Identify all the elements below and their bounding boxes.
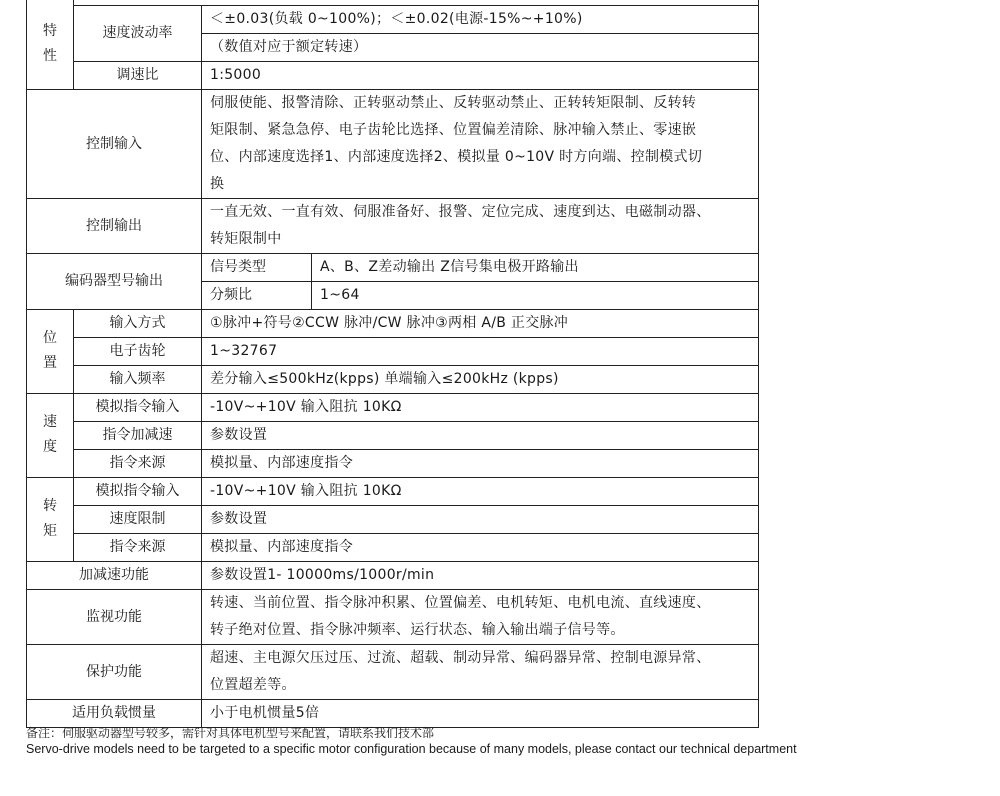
input-frequency-value: 差分输入≤500kHz(kpps) 单端输入≤200kHz (kpps)	[202, 366, 759, 394]
table-row	[27, 366, 759, 394]
table-row	[27, 506, 759, 534]
group-speed: 速度	[27, 394, 74, 478]
load-inertia-label: 适用负载惯量	[27, 700, 202, 728]
torque-source-label: 指令来源	[74, 534, 202, 562]
control-input-label: 控制输入	[27, 90, 202, 199]
monitoring-value	[202, 590, 759, 645]
table-row	[27, 562, 759, 590]
table-row	[27, 700, 759, 728]
speed-fluctuation-label: 速度波动率	[74, 6, 202, 62]
table-row	[27, 534, 759, 562]
speed-accel-label: 指令加减速	[74, 422, 202, 450]
protection-value	[202, 645, 759, 700]
control-output-label: 控制输出	[27, 199, 202, 254]
speed-analog-input-value: -10V~+10V 输入阻抗 10KΩ	[202, 394, 759, 422]
electronic-gear-label: 电子齿轮	[74, 338, 202, 366]
speed-analog-input-label: 模拟指令输入	[74, 394, 202, 422]
speed-fluctuation-line1: ＜±0.03(负载 0~100%)；＜±0.02(电源-15%~+10%)	[202, 6, 759, 34]
control-input-line: 位、内部速度选择1、内部速度选择2、模拟量 0~10V 时方向端、控制模式切	[210, 149, 703, 165]
speed-source-label: 指令来源	[74, 450, 202, 478]
table-row	[27, 394, 759, 422]
speed-ratio-label: 调速比	[74, 62, 202, 90]
table-row	[27, 62, 759, 90]
torque-source-value: 模拟量、内部速度指令	[202, 534, 759, 562]
accel-decel-label: 加减速功能	[27, 562, 202, 590]
signal-type-label: 信号类型	[202, 254, 312, 282]
group-torque: 转矩	[27, 478, 74, 562]
table-row	[27, 645, 759, 700]
speed-ratio-value: 1:5000	[202, 62, 759, 90]
control-input-value	[202, 90, 759, 199]
monitoring-line: 转速、当前位置、指令脉冲积累、位置偏差、电机转矩、电机电流、直线速度、	[210, 595, 711, 611]
table-row	[27, 6, 759, 34]
group-characteristics: 特性	[27, 0, 74, 90]
table-row	[27, 338, 759, 366]
monitoring-label: 监视功能	[27, 590, 202, 645]
control-output-line: 转矩限制中	[210, 231, 282, 247]
torque-speed-limit-value: 参数设置	[202, 506, 759, 534]
division-ratio-value: 1~64	[312, 282, 759, 310]
speed-fluctuation-line2: （数值对应于额定转速）	[202, 34, 759, 62]
speed-source-value: 模拟量、内部速度指令	[202, 450, 759, 478]
control-input-line: 换	[210, 176, 225, 192]
signal-type-value: A、B、Z差动输出 Z信号集电极开路输出	[312, 254, 759, 282]
position-input-mode-value: ①脉冲+符号②CCW 脉冲/CW 脉冲③两相 A/B 正交脉冲	[202, 310, 759, 338]
spec-table	[26, 0, 759, 728]
torque-analog-input-label: 模拟指令输入	[74, 478, 202, 506]
note-english: Servo-drive models need to be targeted to a specific motor configuration because of many models, please contact our technical department	[26, 742, 797, 756]
torque-speed-limit-label: 速度限制	[74, 506, 202, 534]
table-row	[27, 478, 759, 506]
protection-line: 位置超差等。	[210, 677, 296, 693]
table-row	[27, 590, 759, 645]
monitoring-line: 转子绝对位置、指令脉冲频率、运行状态、输入输出端子信号等。	[210, 622, 625, 638]
torque-analog-input-value: -10V~+10V 输入阻抗 10KΩ	[202, 478, 759, 506]
control-output-value	[202, 199, 759, 254]
table-row	[27, 450, 759, 478]
table-row	[27, 199, 759, 254]
table-row	[27, 422, 759, 450]
control-output-line: 一直无效、一直有效、伺服准备好、报警、定位完成、速度到达、电磁制动器、	[210, 204, 711, 220]
protection-line: 超速、主电源欠压过压、过流、超载、制动异常、编码器异常、控制电源异常、	[210, 650, 711, 666]
protection-label: 保护功能	[27, 645, 202, 700]
control-input-line: 矩限制、紧急急停、电子齿轮比选择、位置偏差清除、脉冲输入禁止、零速嵌	[210, 122, 697, 138]
note-chinese: 备注：伺服驱动器型号较多，需针对具体电机型号来配置，请联系我们技术部	[26, 726, 435, 740]
input-frequency-label: 输入频率	[74, 366, 202, 394]
table-row	[27, 254, 759, 282]
electronic-gear-value: 1~32767	[202, 338, 759, 366]
encoder-output-label: 编码器型号输出	[27, 254, 202, 310]
position-input-mode-label: 输入方式	[74, 310, 202, 338]
speed-accel-value: 参数设置	[202, 422, 759, 450]
table-row	[27, 310, 759, 338]
group-position: 位置	[27, 310, 74, 394]
division-ratio-label: 分频比	[202, 282, 312, 310]
accel-decel-value: 参数设置1- 10000ms/1000r/min	[202, 562, 759, 590]
table-row	[27, 90, 759, 199]
load-inertia-value: 小于电机惯量5倍	[202, 700, 759, 728]
control-input-line: 伺服使能、报警清除、正转驱动禁止、反转驱动禁止、正转转矩限制、反转转	[210, 95, 697, 111]
